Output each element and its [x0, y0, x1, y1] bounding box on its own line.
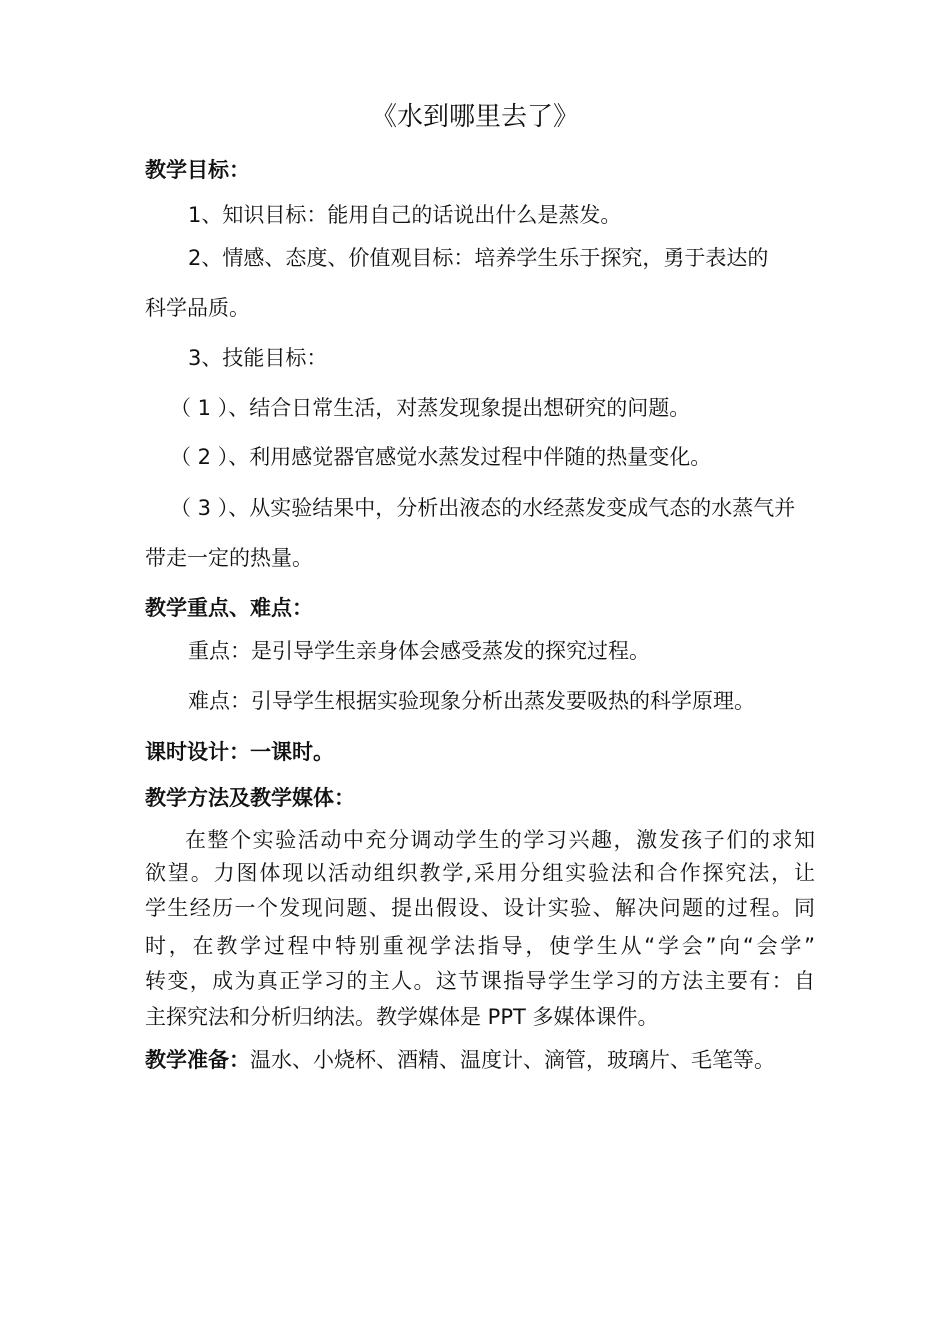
goal-knowledge: 1、知识目标：能用自己的话说出什么是蒸发。	[188, 203, 622, 227]
methods-line: 主探究法和分析归纳法。教学媒体是 PPT 多媒体课件。	[145, 1005, 659, 1029]
methods-line: 转变，成为真正学习的主人。这节课指导学生学习的方法主要有：自	[145, 969, 815, 993]
goal-skill: 3、技能目标：	[188, 346, 328, 370]
section-heading-goals: 教学目标：	[145, 158, 250, 182]
goal-skill-1: （ 1 ）、结合日常生活，对蒸发现象提出想研究的问题。	[170, 396, 691, 420]
methods-line: 时，在教学过程中特别重视学法指导，使学生从“学会”向“会学”	[145, 934, 815, 958]
document-title: 《水到哪里去了》	[370, 102, 579, 132]
methods-line: 在整个实验活动中充分调动学生的学习兴趣，激发孩子们的求知	[185, 828, 815, 852]
goal-emotion-line1: 2、情感、态度、价值观目标：培养学生乐于探究，勇于表达的	[188, 246, 769, 270]
preparation	[145, 1046, 775, 1074]
key-point: 重点：是引导学生亲身体会感受蒸发的探究过程。	[188, 639, 650, 663]
methods-line: 学生经历一个发现问题、提出假设、设计实验、解决问题的过程。同	[145, 896, 815, 920]
preparation-label: 教学准备：	[145, 1048, 250, 1072]
methods-line: 欲望。力图体现以活动组织教学,采用分组实验法和合作探究法，让	[145, 861, 815, 885]
difficulty-point: 难点：引导学生根据实验现象分析出蒸发要吸热的科学原理。	[188, 689, 755, 713]
goal-skill-3-line1: （ 3 ）、从实验结果中，分析出液态的水经蒸发变成气态的水蒸气并	[170, 496, 796, 520]
lesson-design: 课时设计：一课时。	[145, 740, 334, 764]
goal-emotion-line2: 科学品质。	[145, 296, 250, 320]
goal-skill-3-line2: 带走一定的热量。	[145, 546, 313, 570]
section-heading-key-points: 教学重点、难点：	[145, 596, 313, 620]
section-heading-methods: 教学方法及教学媒体：	[145, 786, 355, 810]
preparation-text: 温水、小烧杯、酒精、温度计、滴管，玻璃片、毛笔等。	[250, 1048, 775, 1072]
goal-skill-2: （ 2 ）、利用感觉器官感觉水蒸发过程中伴随的热量变化。	[170, 445, 712, 469]
